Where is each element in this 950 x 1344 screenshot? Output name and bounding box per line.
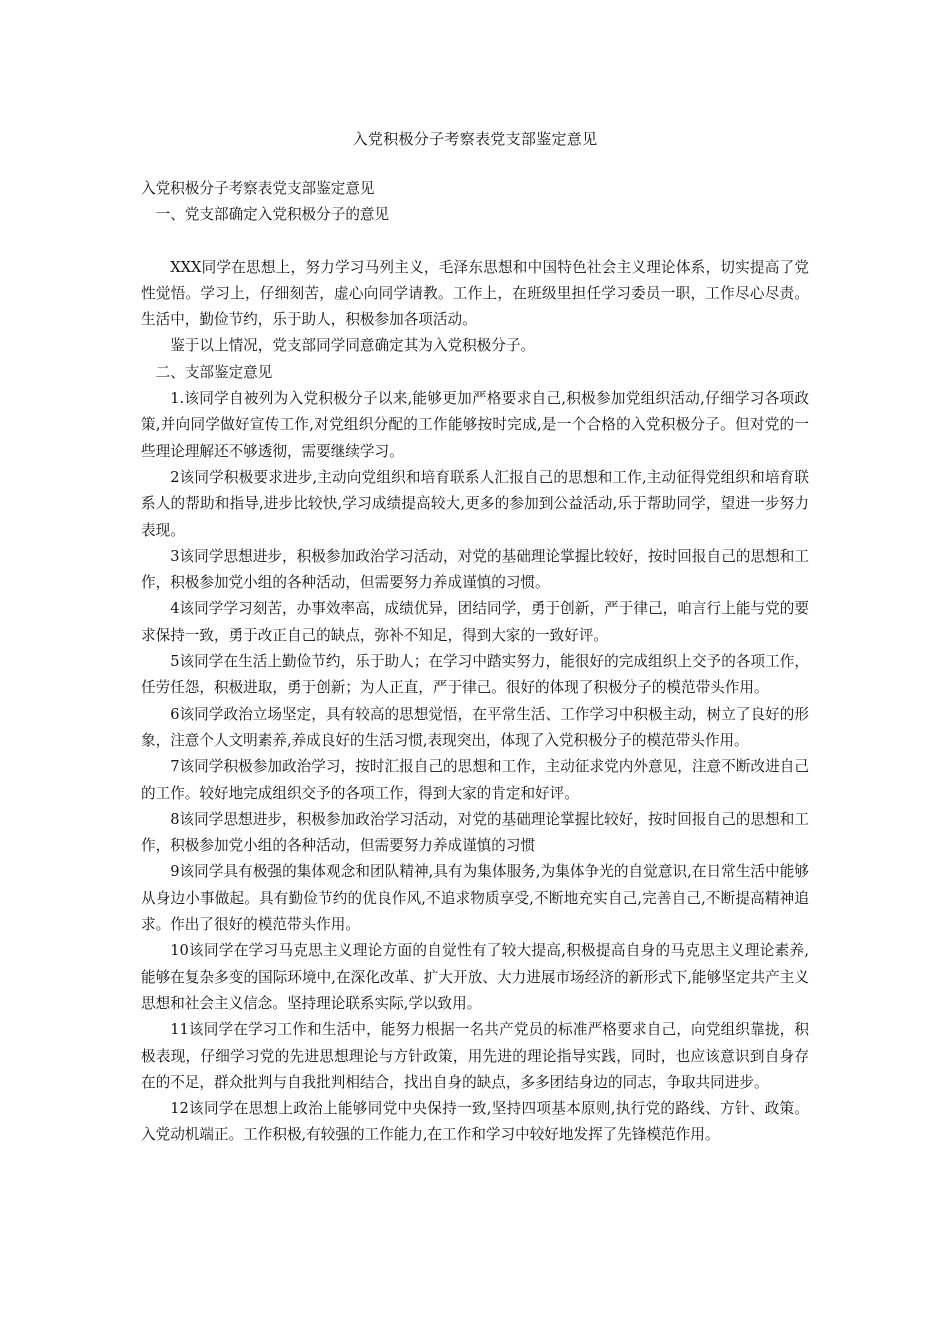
blank-line bbox=[141, 229, 809, 255]
opinion-paragraph-10: 10该同学在学习马克思主义理论方面的自觉性有了较大提高,积极提高自身的马克思主义理论素养,能够在复杂多变的国际环境中,在深化改革、扩大开放、大力进展市场经济的新形式下,能够坚定共产主义思想和社会主义信念。坚持理论联系实际,学以致用。 bbox=[141, 942, 809, 1012]
document-title: 入党积极分子考察表党支部鉴定意见 bbox=[352, 130, 598, 148]
opinion-paragraph-5: 5该同学在生活上勤俭节约，乐于助人；在学习中踏实努力，能很好的完成组织上交予的各项工作，任劳任怨，积极进取，勇于创新；为人正直，严于律己。很好的体现了积极分子的模范带头作用。 bbox=[141, 653, 809, 697]
document-body bbox=[141, 176, 809, 1149]
opinion-paragraph-6: 6该同学政治立场坚定，具有较高的思想觉悟，在平常生活、工作学习中积极主动，树立了良好的形象，注意个人文明素养,养成良好的生活习惯,表现突出，体现了入党积极分子的模范带头作用。 bbox=[141, 705, 809, 749]
section1-heading: 一、党支部确定入党积极分子的意见 bbox=[155, 206, 390, 224]
opinion-paragraph-7: 7该同学积极参加政治学习，按时汇报自己的思想和工作，主动征求党内外意见，注意不断改进自己的工作。较好地完成组织交予的各项工作，得到大家的肯定和好评。 bbox=[141, 758, 809, 802]
opinion-paragraph-4: 4该同学学习刻苦，办事效率高，成绩优异，团结同学，勇于创新，严于律己，咱言行上能与党的要求保持一致，勇于改正自己的缺点，弥补不知足，得到大家的一致好评。 bbox=[141, 600, 809, 644]
opinion-paragraph-2: 2该同学积极要求进步,主动向党组织和培育联系人汇报自己的思想和工作,主动征得党组织和培育联系人的帮助和指导,进步比较快,学习成绩提高较大,更多的参加到公益活动,乐于帮助同学，望进一步努力表现。 bbox=[141, 468, 809, 539]
section1-paragraph-2: 鉴于以上情况，党支部同学同意确定其为入党积极分子。 bbox=[170, 337, 536, 355]
opinion-paragraph-11: 11该同学在学习工作和生活中，能努力根据一名共产党员的标准严格要求自己，向党组织靠拢，积极表现，仔细学习党的先进思想理论与方针政策，用先进的理论指导实践，同时，也应该意识到自身存在的不足，群众批判与自我批判相结合，找出自身的缺点，多多团结身边的同志，争取共同进步。 bbox=[141, 1021, 809, 1091]
opinion-paragraph-12: 12该同学在思想上政治上能够同党中央保持一致,坚持四项基本原则,执行党的路线、方针、政策。入党动机端正。工作积极,有较强的工作能力,在工作和学习中较好地发挥了先锋模范作用。 bbox=[141, 1100, 809, 1144]
opinion-paragraph-3: 3该同学思想进步，积极参加政治学习活动，对党的基础理论掌握比较好，按时回报自己的思想和工作，积极参加党小组的各种活动，但需要努力养成谨慎的习惯。 bbox=[141, 547, 809, 592]
opinion-paragraph-1: 1.该同学自被列为入党积极分子以来,能够更加严格要求自己,积极参加党组织活动,仔细学习各项政策,并向同学做好宣传工作,对党组织分配的工作能够按时完成,是一个合格的入党积极分子。但对党的一些理论理解还不够透彻，需要继续学习。 bbox=[141, 390, 809, 460]
opinion-paragraph-8: 8该同学思想进步，积极参加政治学习活动，对党的基础理论掌握比较好，按时回报自己的思想和工作，积极参加党小组的各种活动，但需要努力养成谨慎的习惯 bbox=[141, 810, 809, 855]
section2-heading: 二、支部鉴定意见 bbox=[155, 363, 273, 381]
document-subtitle: 入党积极分子考察表党支部鉴定意见 bbox=[141, 180, 375, 197]
opinion-paragraph-9: 9该同学具有极强的集体观念和团队精神,具有为集体服务,为集体争光的自觉意识,在日常生活中能够从身边小事做起。具有勤俭节约的优良作风,不追求物质享受,不断地充实自己,完善自己,不断提高精神追求。作出了很好的模范带头作用。 bbox=[141, 863, 809, 934]
section1-paragraph-1: XXX同学在思想上，努力学习马列主义，毛泽东思想和中国特色社会主义理论体系，切实提高了党性觉悟。学习上，仔细刻苦，虚心向同学请教。工作上，在班级里担任学习委员一职，工作尽心尽责。生活中，勤俭节约，乐于助人，积极参加各项活动。 bbox=[141, 258, 809, 329]
